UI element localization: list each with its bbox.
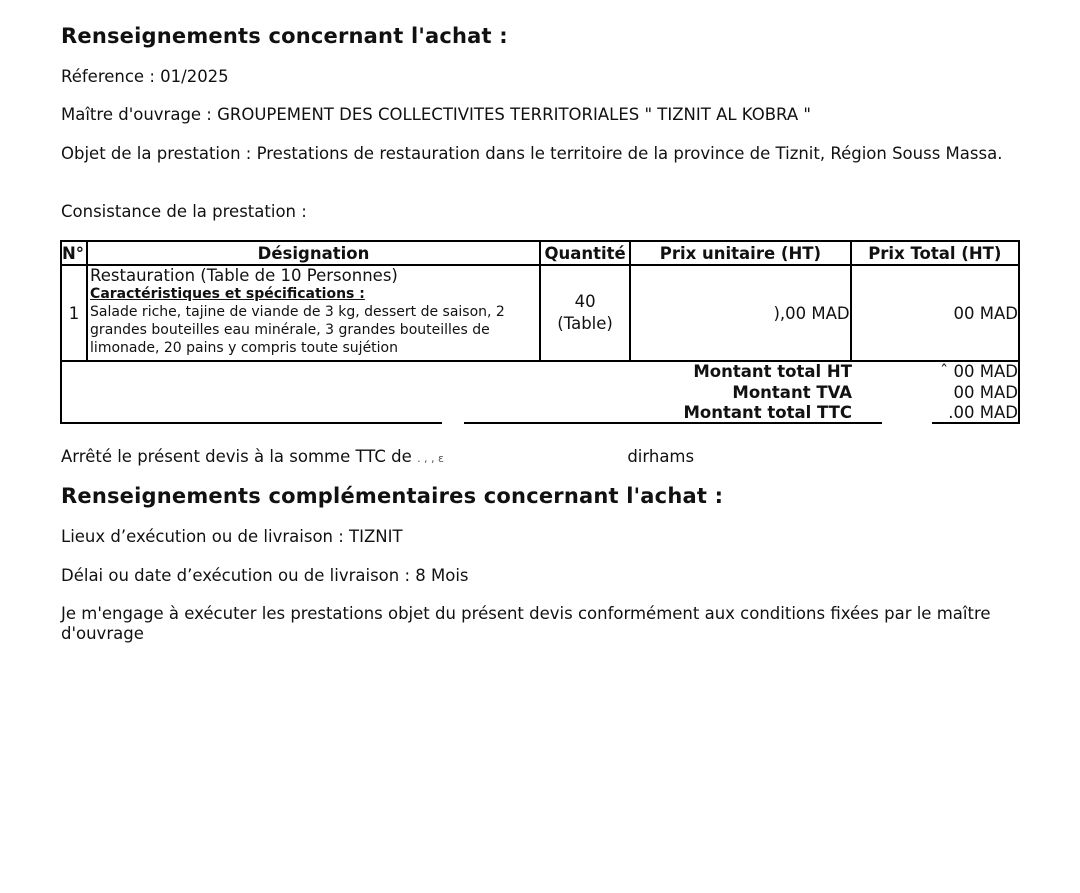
redaction-mask: [442, 414, 464, 424]
header-num: N°: [61, 241, 87, 265]
header-quantite: Quantité: [540, 241, 630, 265]
row-total-price: 00 MAD: [851, 265, 1019, 361]
arrete-amount-redacted: . , , ε: [417, 452, 444, 465]
total-ht-value: ˆ 00 MAD: [940, 362, 1018, 381]
devis-table: [60, 240, 1020, 424]
arrete-text: Arrêté le présent devis à la somme TTC de: [61, 447, 412, 466]
totals-cell: [61, 361, 1019, 423]
maitre-ouvrage-line: Maître d'ouvrage : GROUPEMENT DES COLLECTIVITES TERRITORIALES " TIZNIT AL KOBRA ": [61, 105, 811, 124]
redaction-mask: [882, 414, 932, 424]
consistance-line: Consistance de la prestation :: [61, 202, 307, 221]
delai-line: Délai ou date d’exécution ou de livraison : 8 Mois: [61, 566, 469, 585]
row-designation: [87, 265, 540, 361]
table-row: [61, 265, 1019, 361]
row-quantity: [540, 265, 630, 361]
designation-subtitle: Caractéristiques et spécifications :: [90, 286, 365, 302]
tva-label: Montant TVA: [732, 382, 852, 402]
header-prix-total: Prix Total (HT): [851, 241, 1019, 265]
designation-title: Restauration (Table de 10 Personnes): [90, 266, 398, 285]
table-header-row: [61, 241, 1019, 265]
tva-value: 00 MAD: [953, 382, 1018, 402]
row-unit-price: ),00 MAD: [630, 265, 850, 361]
section-heading-achat: Renseignements concernant l'achat :: [61, 24, 508, 48]
header-designation: Désignation: [87, 241, 540, 265]
total-ttc-value: .00 MAD: [948, 403, 1018, 422]
arrete-unit: dirhams: [627, 447, 695, 466]
reference-line: Réference : 01/2025: [61, 67, 229, 86]
row-num: 1: [61, 265, 87, 361]
total-ht-label: Montant total HT: [693, 362, 852, 381]
lieux-line: Lieux d’exécution ou de livraison : TIZNIT: [61, 527, 403, 546]
section-heading-complementaires: Renseignements complémentaires concernant l'achat :: [61, 484, 724, 508]
totals-row: [61, 361, 1019, 423]
arrete-line: [61, 447, 694, 469]
quantity-value: 40: [574, 292, 596, 311]
header-prix-unitaire: Prix unitaire (HT): [630, 241, 850, 265]
designation-body: Salade riche, tajine de viande de 3 kg, dessert de saison, 2 grandes bouteilles eau minérale, 3 grandes bouteilles de limonade, 20 pains y compris toute sujétion: [90, 304, 505, 356]
quantity-unit: (Table): [557, 314, 613, 333]
total-ttc-label: Montant total TTC: [683, 403, 852, 422]
engagement-line: Je m'engage à exécuter les prestations objet du présent devis conformément aux conditions fixées par le maître d'ouvrage: [61, 604, 991, 643]
totals-labels: [662, 362, 852, 424]
objet-line: Objet de la prestation : Prestations de restauration dans le territoire de la province de Tiznit, Région Souss Massa.: [61, 144, 1003, 163]
